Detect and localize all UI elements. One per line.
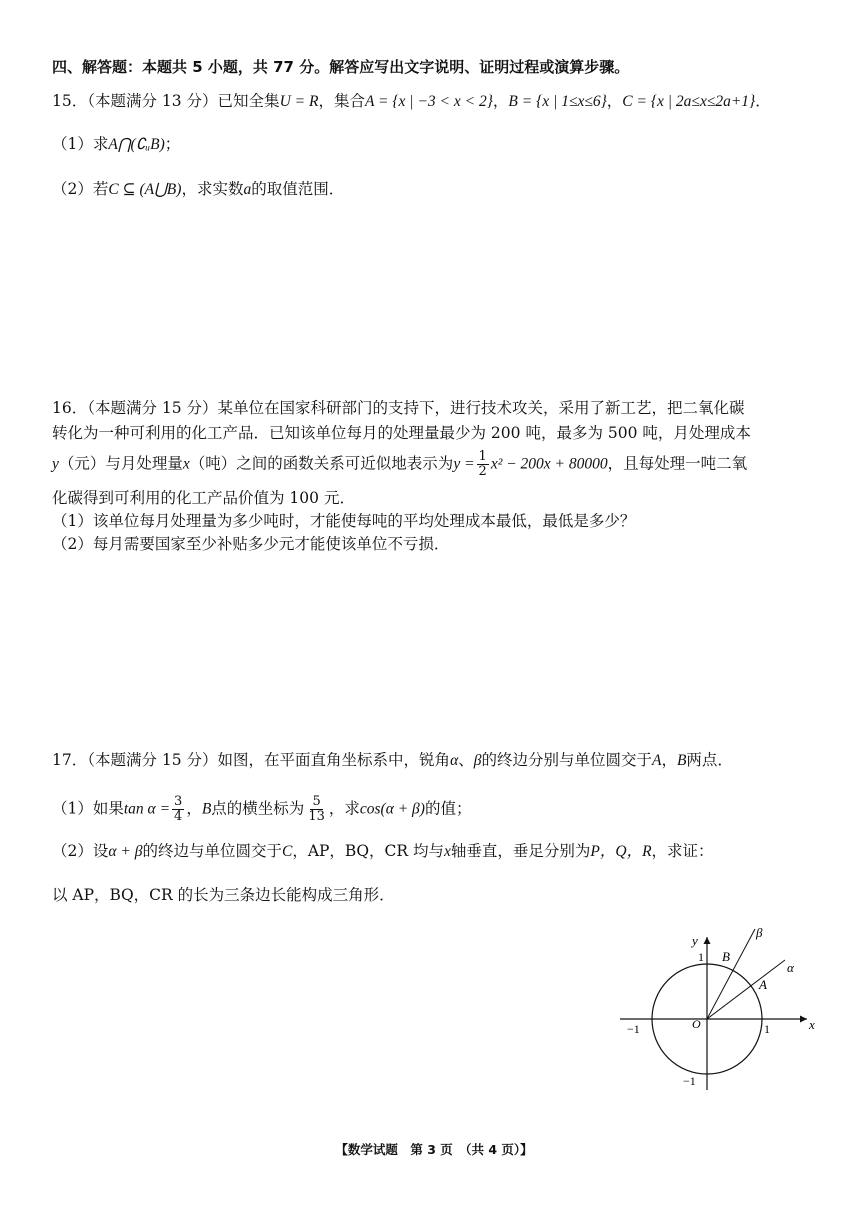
tick-label-minus-one-x: −1 bbox=[627, 1022, 640, 1036]
y-axis-label: y bbox=[692, 933, 698, 948]
fraction-three-quarters: $\frac{3}{4}$ bbox=[174, 794, 183, 824]
fraction-five-thirteenths: $\frac{5}{13}$ bbox=[308, 794, 325, 824]
origin-label: O bbox=[692, 1017, 701, 1031]
ray-beta bbox=[707, 929, 755, 1019]
ray-beta-label: β bbox=[756, 925, 763, 940]
tick-label-one-y: 1 bbox=[698, 950, 704, 964]
question-16-line-2: 转化为一种可利用的化工产品．已知该单位每月的处理量最少为 200 吨，最多为 500 吨，月处理成本 bbox=[52, 424, 751, 442]
question-16-line-3: y（元）与月处理量x（吨）之间的函数关系可近似地表示为y = $\frac{1}{2}$ x² − 200x + 80000，且每处理一吨二氧 bbox=[52, 449, 748, 479]
x-axis-label: x bbox=[809, 1017, 815, 1032]
ray-alpha bbox=[707, 960, 785, 1019]
point-b-label: B bbox=[722, 949, 730, 964]
question-17-part-1: （1）如果tan α = $\frac{3}{4}$ ，B点的横坐标为 $\frac{5}{13}$ ，求cos(α + β)的值； bbox=[52, 794, 472, 824]
page-footer: 【数学试题 第 3 页 （共 4 页）】 bbox=[335, 1142, 533, 1157]
tick-label-minus-one-y: −1 bbox=[683, 1074, 696, 1088]
question-15-part-1: （1）求A⋂(∁ᵤB)； bbox=[52, 135, 181, 153]
question-17-part-2-continued: 以 AP，BQ，CR 的长为三条边长能构成三角形． bbox=[52, 886, 395, 904]
section-heading: 四、解答题：本题共 5 小题，共 77 分。解答应写出文字说明、证明过程或演算步骤。 bbox=[52, 58, 630, 76]
question-17-stem: 17．（本题满分 15 分）如图，在平面直角坐标系中，锐角α、β的终边分别与单位圆交于A，B两点． bbox=[52, 751, 733, 769]
unit-circle-diagram bbox=[615, 925, 825, 1095]
question-16-part-1: （1）该单位每月处理量为多少吨时，才能使每吨的平均处理成本最低，最低是多少？ bbox=[52, 512, 636, 530]
question-15-stem: 15．（本题满分 13 分）已知全集U = R，集合A = {x | −3 < x < 2}，B = {x | 1≤x≤6}，C = {x | 2a≤x≤2a+1}． bbox=[52, 92, 771, 110]
question-16-line-4: 化碳得到可利用的化工产品价值为 100 元． bbox=[52, 489, 355, 507]
tick-label-one-x: 1 bbox=[764, 1022, 770, 1036]
fraction-one-half: $\frac{1}{2}$ bbox=[478, 449, 487, 479]
question-17-part-2: （2）设α + β的终边与单位圆交于C，AP，BQ，CR 均与x轴垂直，垂足分别为P，Q，R，求证： bbox=[52, 842, 714, 860]
point-a-label: A bbox=[759, 977, 767, 992]
unit-circle-figure bbox=[615, 925, 825, 1095]
question-16-part-2: （2）每月需要国家至少补贴多少元才能使该单位不亏损． bbox=[52, 535, 450, 553]
question-16-line-1: 16．（本题满分 15 分）某单位在国家科研部门的支持下，进行技术攻关，采用了新工艺，把二氧化碳 bbox=[52, 399, 745, 417]
ray-alpha-label: α bbox=[787, 960, 794, 975]
question-15-part-2: （2）若C ⊆ (A⋃B)，求实数a的取值范围． bbox=[52, 180, 345, 198]
